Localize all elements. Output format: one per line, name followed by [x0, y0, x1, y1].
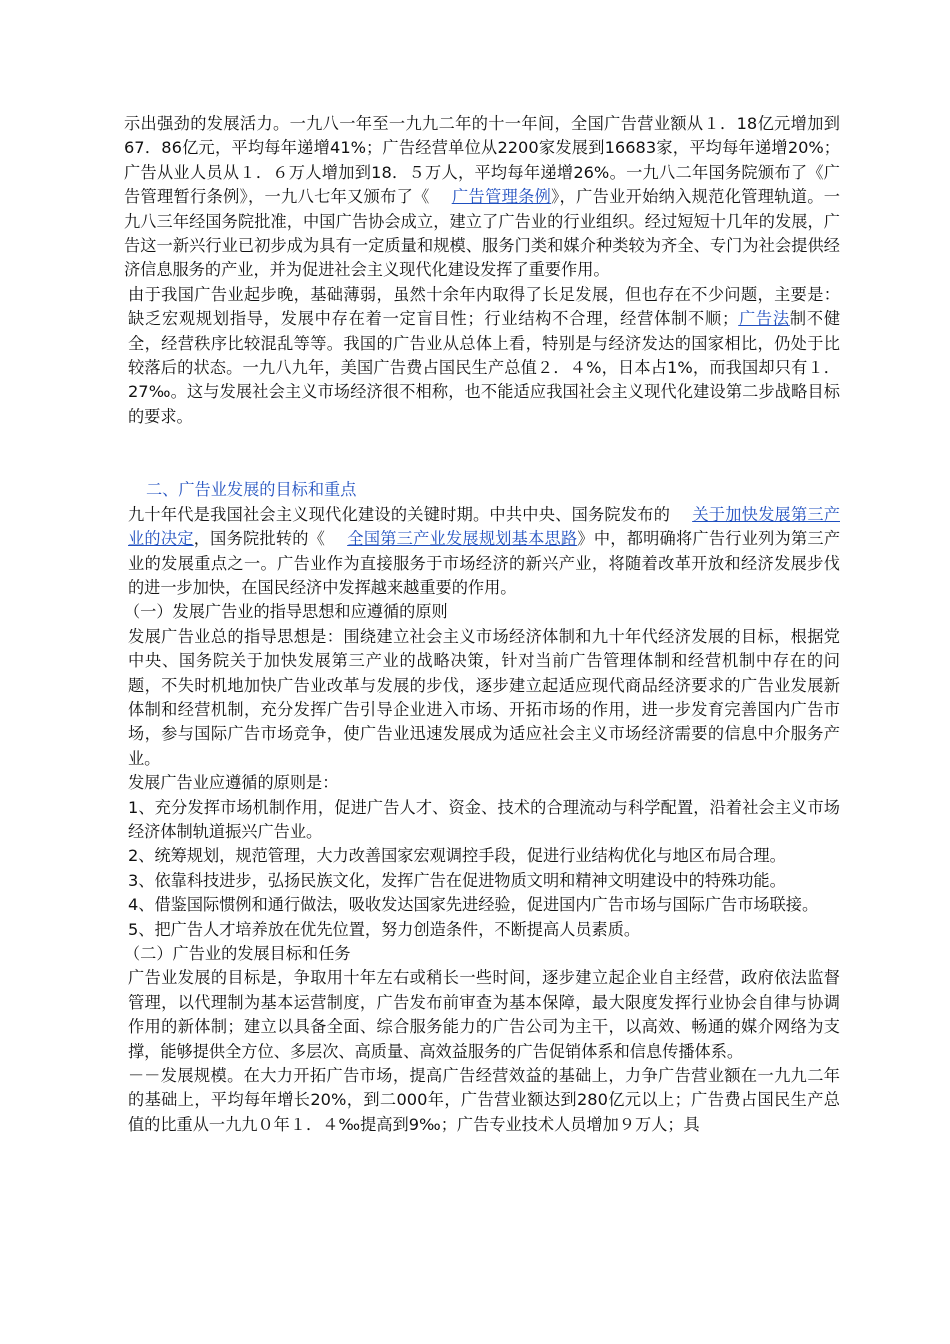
- paragraph-problems: [124, 283, 840, 429]
- link-ad-management-regulations[interactable]: 广告管理条例: [451, 187, 552, 207]
- principle-item: 1、充分发挥市场机制作用，促进广告人才、资金、技术的合理流动与科学配置，沿着社会主义市场经济体制轨道振兴广告业。: [128, 797, 840, 841]
- link-advertising-law[interactable]: 广告法: [738, 309, 790, 329]
- paragraph-guiding-ideology: 发展广告业总的指导思想是：围绕建立社会主义市场经济体制和九十年代经济发展的目标，根据党中央、国务院关于加快发展第三产业的战略决策，针对当前广告管理体制和经营机制中存在的问题，不失时机地加快广告业改革与发展的步伐，逐步建立起适应现代商品经济要求的广告业发展新体制和经营机制，充分发挥广告引导企业进入市场、开拓市场的作用，进一步发育完善国内广告市场，参与国际广告市场竞争，使广告业迅速发展成为适应社会主义市场经济需要的信息中介服务产业。: [128, 626, 840, 768]
- link-tertiary-industry-plan[interactable]: 全国第三产业发展规划基本思路: [347, 529, 578, 549]
- paragraph-scale: －－发展规模。在大力开拓广告市场，提高广告经营效益的基础上，力争广告营业额在一九九二年的基础上，平均每年增长20%，到二000年，广告营业额达到280亿元以上；广告费占国民生产总值的比重从一九九０年１．４‰提高到9‰；广告专业技术人员增加９万人；具: [128, 1066, 840, 1134]
- text-run: 由于我国广告业起步晚，基础薄弱，虽然十余年内取得了长足发展，但也存在不少问题，主要是：缺乏宏观规划指导，发展中存在着一定盲目性；行业结构不合理，经营体制不顺；: [128, 284, 840, 329]
- document-page: [124, 112, 840, 1137]
- principle-item: 4、借鉴国际惯例和通行做法，吸收发达国家先进经验，促进国内广告市场与国际广告市场联接。: [128, 895, 819, 915]
- paragraph-growth: [124, 112, 840, 283]
- subheading-guiding-principles: （一）发展广告业的指导思想和应遵循的原则: [124, 602, 448, 622]
- principle-item: 2、统筹规划，规范管理，大力改善国家宏观调控手段，促进行业结构优化与地区布局合理。: [128, 846, 786, 866]
- text-run: 》中，都明确将广告行业列为第三产业的发展重点之一。广告业作为直接服务于市场经济的新兴产业，将随着改革开放和经济发展步伐的进一步加快，在国民经济中发挥越来越重要的作用。: [128, 529, 841, 597]
- text-run: 九十年代是我国社会主义现代化建设的关键时期。中共中央、国务院发布的: [128, 504, 671, 524]
- principle-item: 3、依靠科技进步，弘扬民族文化，发挥广告在促进物质文明和精神文明建设中的特殊功能。: [128, 870, 786, 890]
- paragraph-principles-intro: 发展广告业应遵循的原则是：: [128, 773, 339, 793]
- subheading-goals-tasks: （二）广告业的发展目标和任务: [124, 944, 351, 963]
- paragraph-nineties: [124, 503, 840, 601]
- section-heading: 二、广告业发展的目标和重点: [146, 480, 357, 500]
- paragraph-goals: 广告业发展的目标是，争取用十年左右或稍长一些时间，逐步建立起企业自主经营，政府依法监督管理，以代理制为基本运营制度，广告发布前审查为基本保障，最大限度发挥行业协会自律与协调作用的新体制；建立以具备全面、综合服务能力的广告公司为主干，以高效、畅通的媒介网络为支撑，能够提供全方位、多层次、高质量、高效益服务的广告促销体系和信息传播体系。: [128, 968, 840, 1061]
- text-run: 制不健全，经营秩序比较混乱等等。我国的广告业从总体上看，特别是与经济发达的国家相比，仍处于比较落后的状态。一九八九年，美国广告费占国民生产总值２．４%，日本占1%，而我国却只有１．27‰。这与发展社会主义市场经济很不相称，也不能适应我国社会主义现代化建设第二步战略目标的要求。: [128, 309, 841, 426]
- text-run: 示出强劲的发展活力。一九八一年至一九九二年的十一年间，全国广告营业额从１．18亿元增加到67．86亿元，平均每年递增41%；广告经营单位从2200家发展到16683家，平均每年递增20%；广告从业人员从１．６万人增加到18．５万人，平均每年递增26%。一九八二年国务院颁布了《广告管理暂行条例》，一九八七年又颁布了《: [124, 114, 840, 207]
- principle-item: 5、把广告人才培养放在优先位置，努力创造条件，不断提高人员素质。: [128, 919, 641, 939]
- text-run: ，国务院批转的《: [193, 529, 326, 549]
- link-tertiary-industry-decision[interactable]: 关于加快发展第三产业的决定: [128, 504, 840, 549]
- text-run: 》，广告业开始纳入规范化管理轨道。一九八三年经国务院批准，中国广告协会成立，建立了广告业的行业组织。经过短短十几年的发展，广告这一新兴行业已初步成为具有一定质量和规模、服务门类和媒介种类较为齐全、专门为社会提供经济信息服务的产业，并为促进社会主义现代化建设发挥了重要作用。: [124, 187, 840, 280]
